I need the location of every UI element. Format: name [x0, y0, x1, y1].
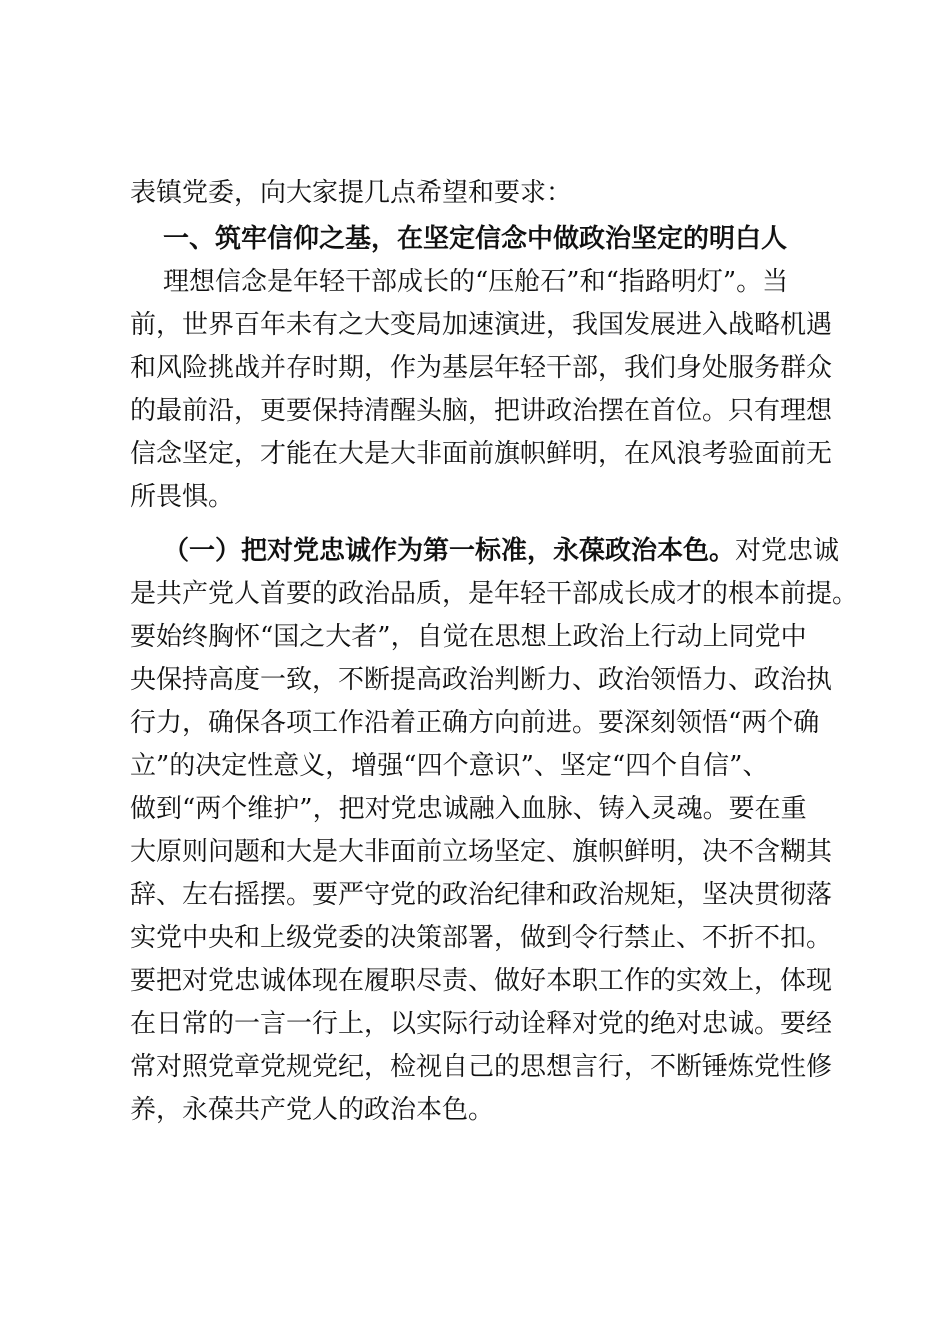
subsection-line: [163, 534, 839, 568]
paragraph-line: 在日常的一言一行上，以实际行动诠释对党的绝对忠诚。要经: [130, 1009, 833, 1039]
paragraph-line: 的最前沿，更要保持清醒头脑，把讲政治摆在首位。只有理想: [130, 396, 833, 426]
paragraph-line: 是共产党人首要的政治品质，是年轻干部成长成才的根本前提。: [130, 579, 859, 609]
paragraph-line: 要把对党忠诚体现在履职尽责、做好本职工作的实效上，体现: [130, 966, 833, 996]
paragraph-line: 信念坚定，才能在大是大非面前旗帜鲜明，在风浪考验面前无: [130, 439, 833, 469]
paragraph-line: 所畏惧。: [130, 482, 235, 512]
paragraph-line: 实党中央和上级党委的决策部署，做到令行禁止、不折不扣。: [130, 923, 833, 953]
subsection-text: 对党忠诚: [735, 536, 840, 566]
paragraph-line: 行力，确保各项工作沿着正确方向前进。要深刻领悟“两个确: [130, 708, 820, 738]
subsection-title: （一）把对党忠诚作为第一标准，永葆政治本色。: [163, 536, 736, 566]
paragraph-line: 表镇党委，向大家提几点希望和要求：: [130, 178, 573, 208]
paragraph-line: 养，永葆共产党人的政治本色。: [130, 1095, 495, 1125]
paragraph-line: 央保持高度一致，不断提高政治判断力、政治领悟力、政治执: [130, 665, 833, 695]
paragraph-line: 常对照党章党规党纪，检视自己的思想言行，不断锤炼党性修: [130, 1052, 833, 1082]
paragraph-line: 要始终胸怀“国之大者”，自觉在思想上政治上行动上同党中: [130, 622, 807, 652]
paragraph-line: 理想信念是年轻干部成长的“压舱石”和“指路明灯”。当: [163, 267, 789, 297]
paragraph-line: 和风险挑战并存时期，作为基层年轻干部，我们身处服务群众: [130, 353, 833, 383]
paragraph-line: 立”的决定性意义，增强“四个意识”、坚定“四个自信”、: [130, 751, 769, 781]
paragraph-line: 辞、左右摇摆。要严守党的政治纪律和政治规矩，坚决贯彻落: [130, 880, 833, 910]
paragraph-line: 前，世界百年未有之大变局加速演进，我国发展进入战略机遇: [130, 310, 833, 340]
paragraph-line: 大原则问题和大是大非面前立场坚定、旗帜鲜明，决不含糊其: [130, 837, 833, 867]
paragraph-line: 做到“两个维护”，把对党忠诚融入血脉、铸入灵魂。要在重: [130, 794, 807, 824]
section-heading: 一、筑牢信仰之基，在坚定信念中做政治坚定的明白人: [163, 224, 788, 254]
